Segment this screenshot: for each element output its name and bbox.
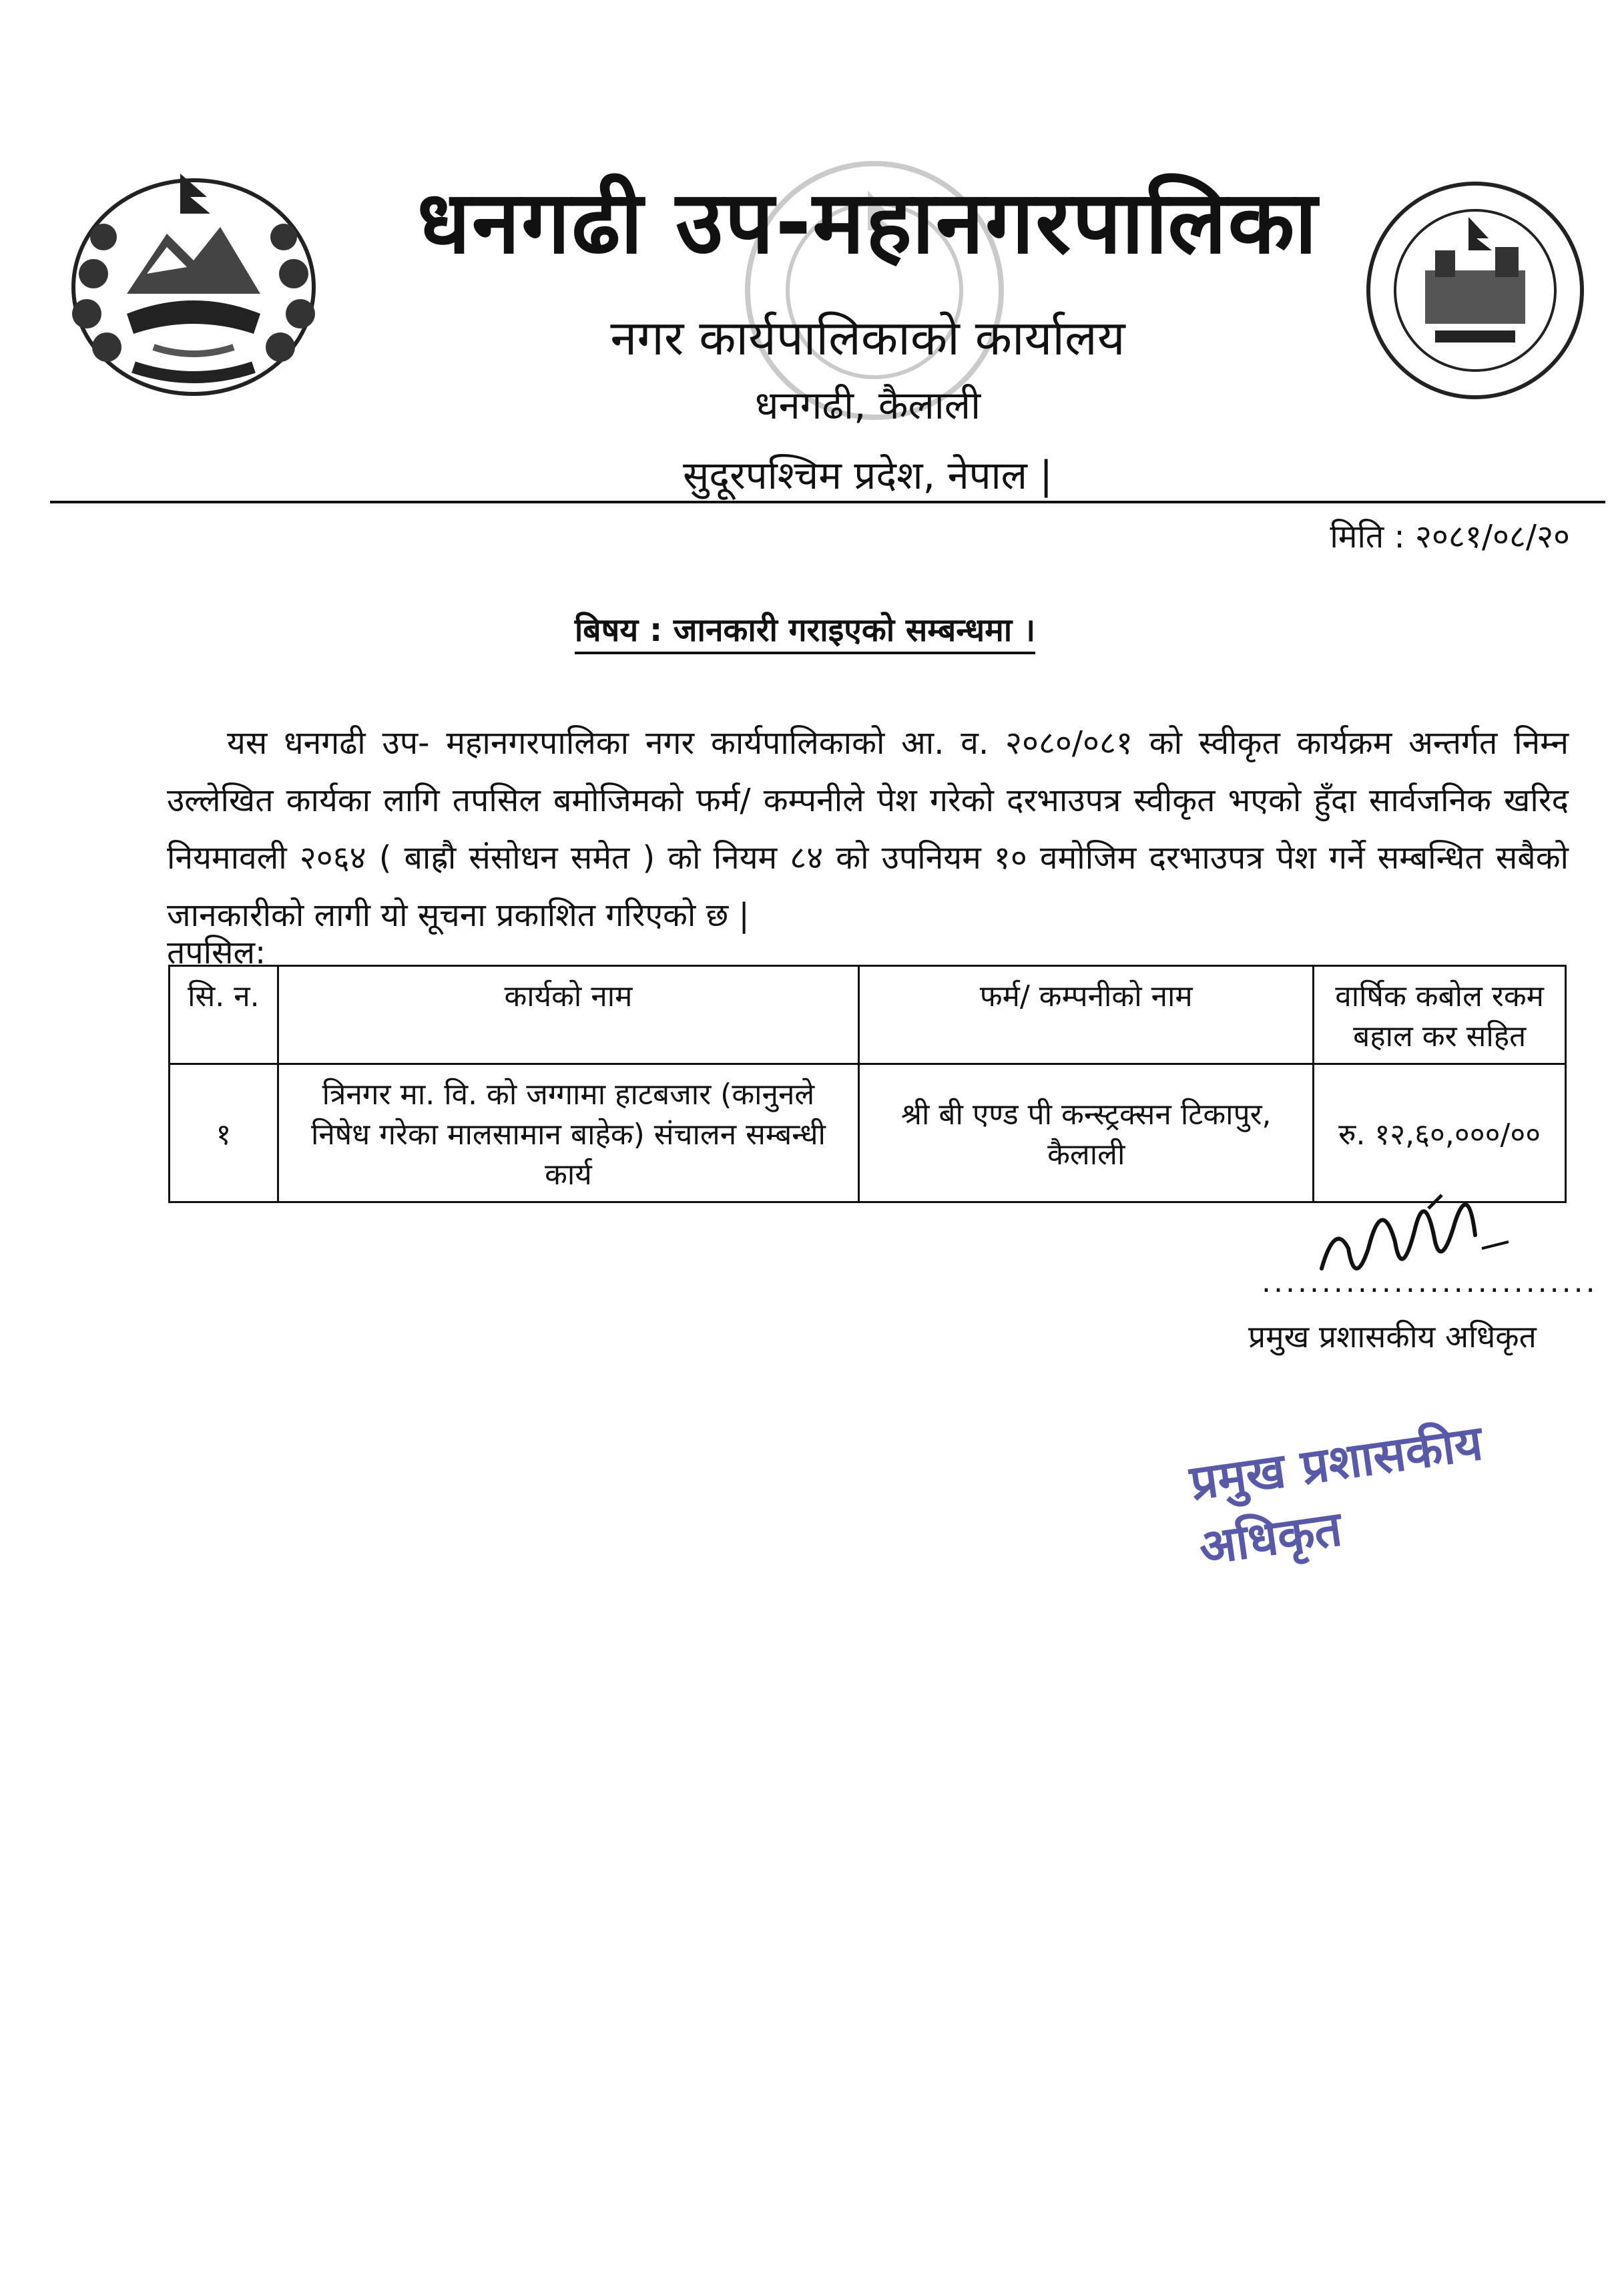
details-label: तपसिल: <box>167 934 266 971</box>
body-paragraph: यस धनगढी उप- महानगरपालिका नगर कार्यपालिकाको आ. व. २०८०/०८१ को स्वीकृत कार्यक्रम अन्तर्गत निम्न उल्लेखित कार्यका लागि तपसिल बमोजिमको फर्म/ कम्पनीले पेश गरेको दरभाउपत्र स्वीकृत भएको हुँदा सार्वजनिक खरिद नियमावली २०६४ ( बाह्रौ संसोधन समेत ) को नियम ८४ को उपनियम १० वमोजिम दरभाउपत्र पेश गर्ने सम्बन्धित सबैको जानकारीको लागी यो सूचना प्रकाशित गरिएको छ | <box>167 724 1569 934</box>
signatory-title: प्रमुख प्रशासकीय अधिकृत <box>1248 1319 1537 1355</box>
details-table <box>168 965 1567 1203</box>
nepal-coat-of-arms-icon <box>53 154 334 407</box>
document-date: मिति : २०८१/०८/२० <box>1330 518 1570 555</box>
header-firm: फर्म/ कम्पनीको नाम <box>859 966 1314 1064</box>
cell-sn: १ <box>170 1064 278 1202</box>
subject-line <box>0 608 1610 651</box>
header-amount: वार्षिक कबोल रकम बहाल कर सहित <box>1314 966 1566 1064</box>
municipality-seal-icon <box>1362 177 1589 404</box>
signature-line: ............................ <box>1262 1265 1598 1299</box>
page-title: धनगढी उप-महानगरपालिका <box>417 172 1319 273</box>
header-divider <box>50 501 1605 503</box>
province-name: सुदूरपश्चिम प्रदेश, नेपाल | <box>683 453 1053 498</box>
cell-work: त्रिनगर मा. वि. को जग्गामा हाटबजार (कानुनले निषेध गरेका मालसामान बाहेक) संचालन सम्बन्धी कार्य <box>278 1064 858 1202</box>
header-sn: सि. न. <box>170 966 278 1064</box>
table-header-row <box>170 966 1566 1064</box>
cell-amount: रु. १२,६०,०००/०० <box>1314 1064 1566 1202</box>
subject-text: बिषय : जानकारी गराइएको सम्बन्धमा । <box>575 612 1035 654</box>
office-name: नगर कार्यपालिकाको कार्यालय <box>610 310 1125 366</box>
city-name: धनगढी, कैलाली <box>754 383 981 428</box>
cell-firm: श्री बी एण्ड पी कन्स्ट्रक्सन टिकापुर, कैलाली <box>859 1064 1314 1202</box>
official-stamp: प्रमुख प्रशासकीय अधिकृत <box>1186 1414 1486 1576</box>
header-work: कार्यको नाम <box>278 966 858 1064</box>
